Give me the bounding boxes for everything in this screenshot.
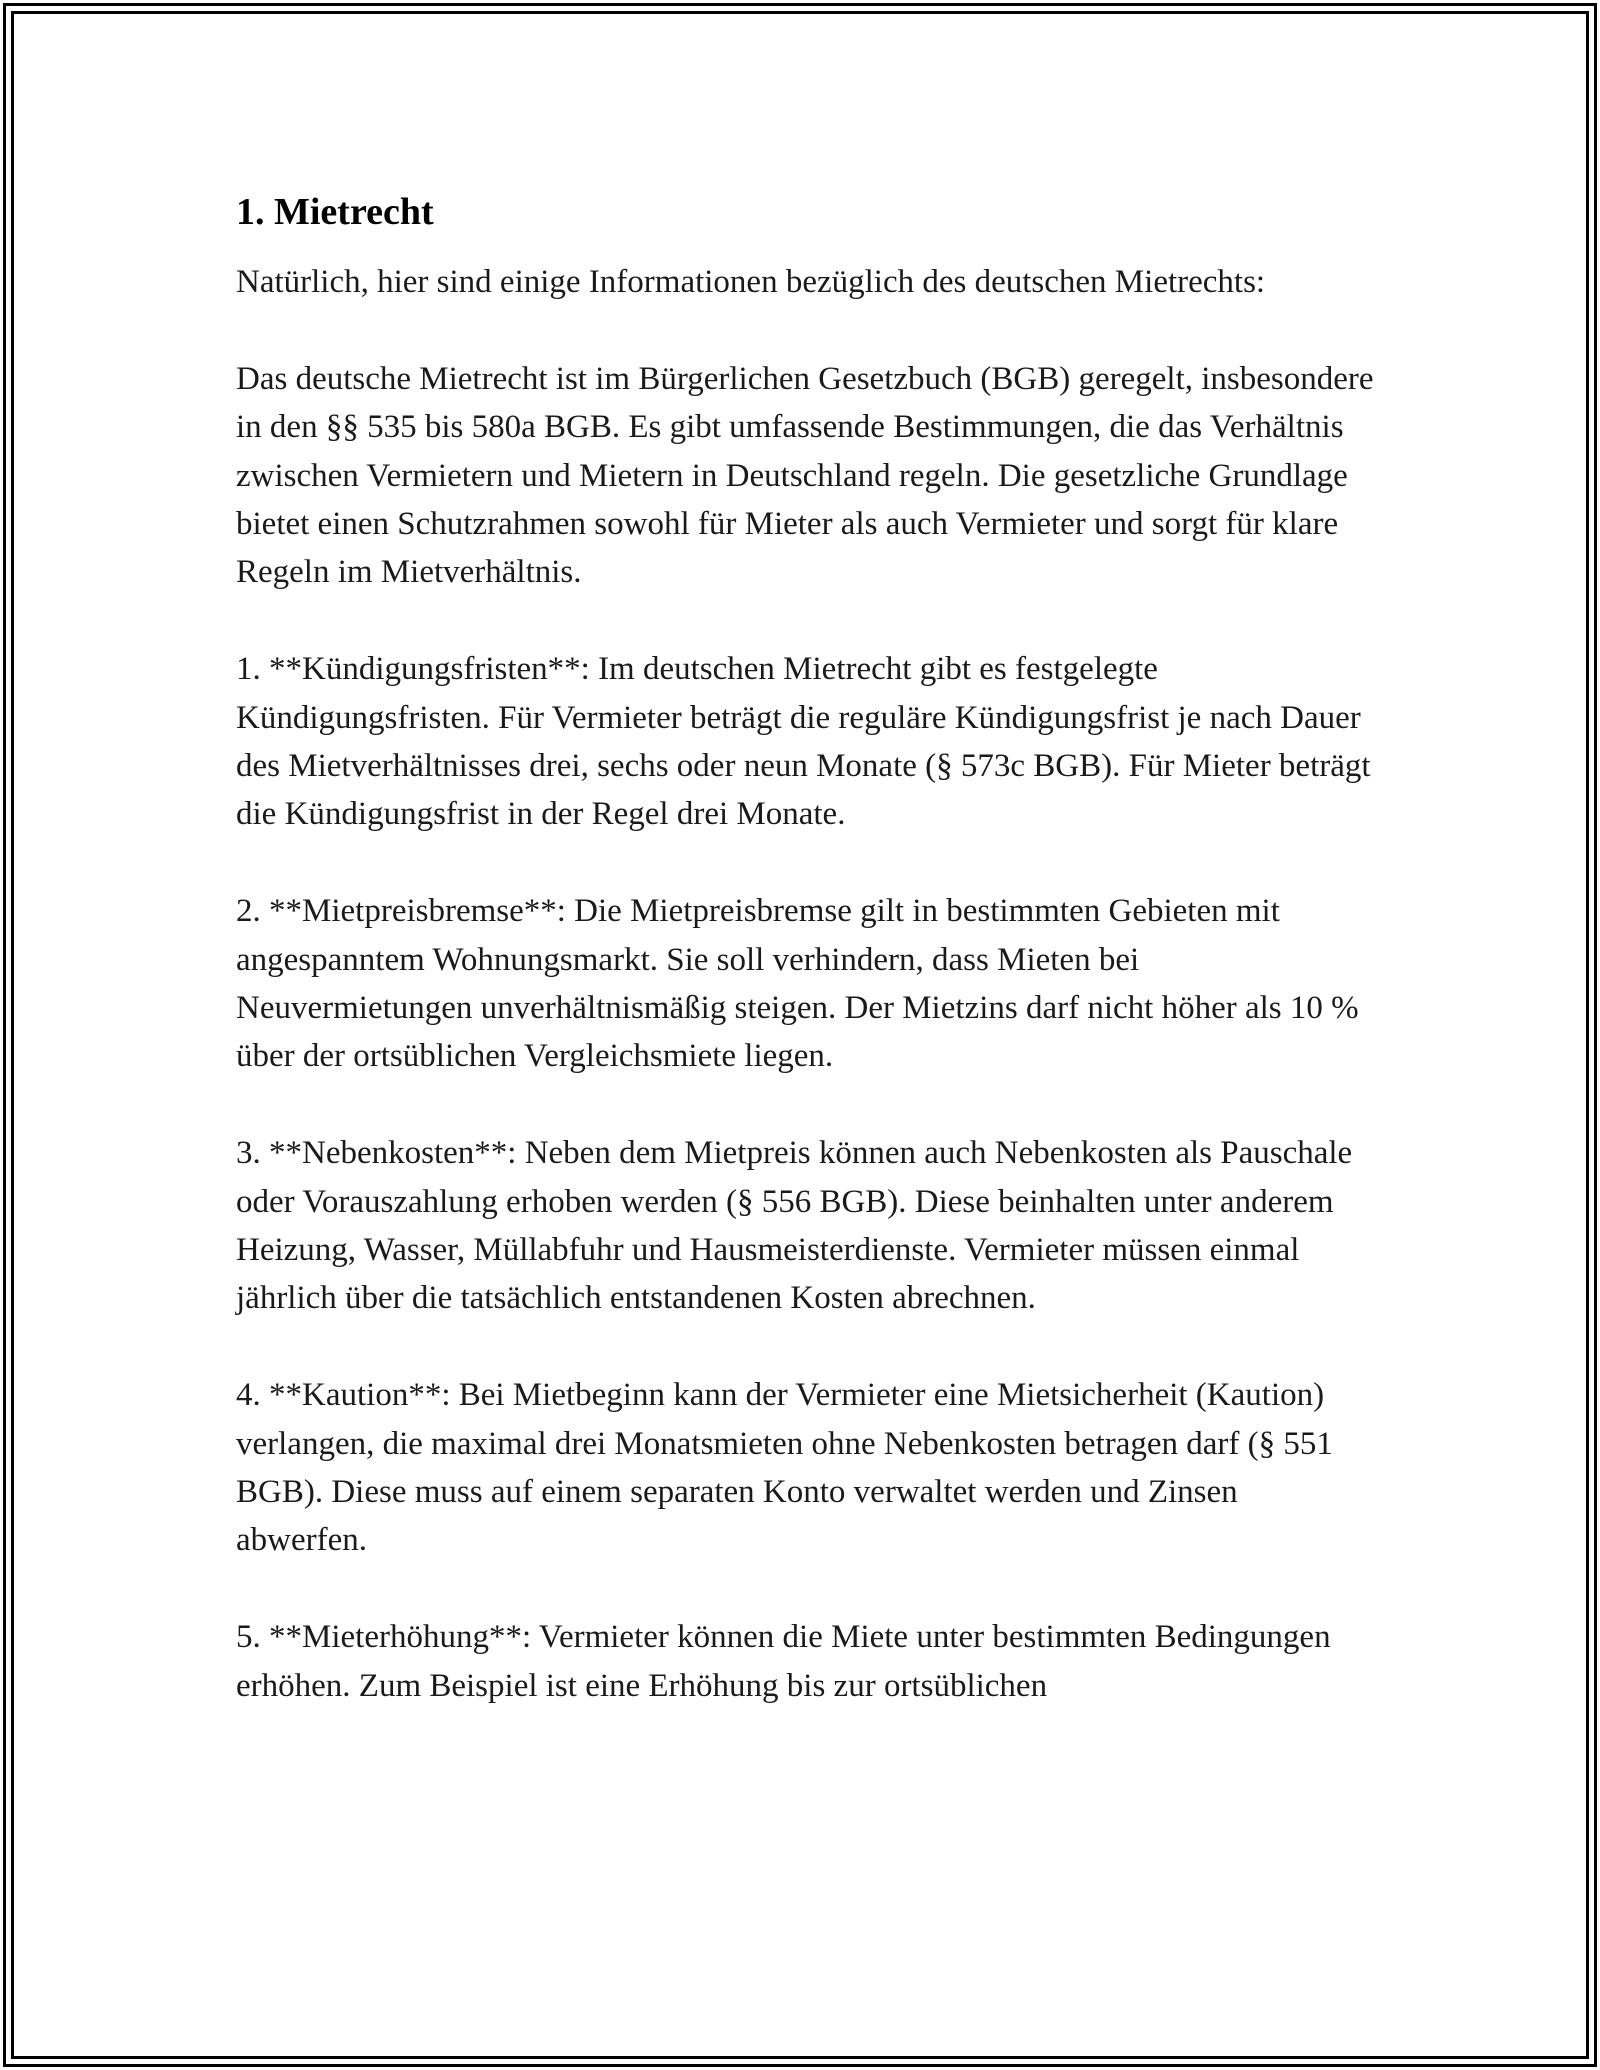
paragraph-list [236,258,1376,1710]
paragraph-overview: Das deutsche Mietrecht ist im Bürgerlichen Gesetzbuch (BGB) geregelt, insbesondere in den §§ 535 bis 580a BGB. Es gibt umfassende Bestimmungen, die das Verhältnis zwischen Vermietern und Mietern in Deutschland regeln. Die gesetzliche Grundlage bietet einen Schutzrahmen sowohl für Mieter als auch Vermieter und sorgt für klare Regeln im Mietverhältnis. [236,360,1374,591]
paragraph-kaution: 4. **Kaution**: Bei Mietbeginn kann der Vermieter eine Mietsicherheit (Kaution) verlangen, die maximal drei Monatsmieten ohne Nebenkosten betragen darf (§ 551 BGB). Diese muss auf einem separaten Konto verwaltet werden und Zinsen abwerfen. [236,1377,1333,1559]
paragraph-intro: Natürlich, hier sind einige Informationen bezüglich des deutschen Mietrechts: [236,264,1266,300]
paragraph-nebenkosten: 3. **Nebenkosten**: Neben dem Mietpreis können auch Nebenkosten als Pauschale oder Vorauszahlung erhoben werden (§ 556 BGB). Diese beinhalten unter anderem Heizung, Wasser, Müllabfuhr und Hausmeisterdienste. Vermieter müssen einmal jährlich über die tatsächlich entstandenen Kosten abrechnen. [236,1135,1353,1317]
section-heading: 1. Mietrecht [236,191,434,233]
paragraph-mietpreisbremse: 2. **Mietpreisbremse**: Die Mietpreisbremse gilt in bestimmten Gebieten mit angespanntem Wohnungsmarkt. Sie soll verhindern, dass Mieten bei Neuvermietungen unverhältnismäßig steigen. Der Mietzins darf nicht höher als 10 % über der ortsüblichen Vergleichsmiete liegen. [236,893,1359,1075]
document-body [236,186,1376,1710]
paragraph-kuendigungsfristen: 1. **Kündigungsfristen**: Im deutschen Mietrecht gibt es festgelegte Kündigungsfristen. Für Vermieter beträgt die reguläre Kündigungsfrist je nach Dauer des Mietverhältnisses drei, sechs oder neun Monate (§ 573c BGB). Für Mieter beträgt die Kündigungsfrist in der Regel drei Monate. [236,651,1371,833]
paragraph-mieterhoehung: 5. **Mieterhöhung**: Vermieter können die Miete unter bestimmten Bedingungen erhöhen. Zum Beispiel ist eine Erhöhung bis zur ortsüblichen [236,1619,1331,1704]
